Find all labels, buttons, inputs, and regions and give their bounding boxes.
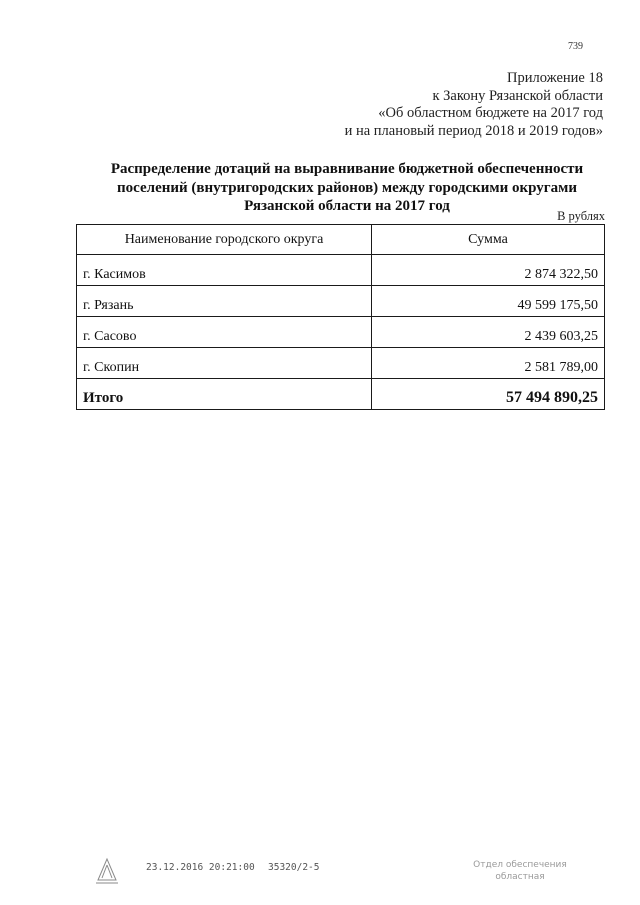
document-code: 35320/2-5 <box>268 862 320 873</box>
district-amount: 49 599 175,50 <box>372 286 605 317</box>
table-row <box>77 255 605 286</box>
table-row <box>77 348 605 379</box>
district-amount: 2 874 322,50 <box>372 255 605 286</box>
title-line: Рязанской области на 2017 год <box>244 198 450 214</box>
total-row <box>77 379 605 410</box>
subsidy-table <box>76 224 605 410</box>
district-name: г. Сасово <box>77 317 372 348</box>
appendix-line: и на плановый период 2018 и 2019 годов» <box>344 122 603 139</box>
office-stamp <box>445 859 595 883</box>
district-name: г. Рязань <box>77 286 372 317</box>
emblem-icon <box>92 856 122 886</box>
column-header-amount: Сумма <box>372 225 605 255</box>
appendix-line: к Закону Рязанской области <box>432 87 603 104</box>
page-number: 739 <box>568 41 583 52</box>
page-footer <box>0 860 640 890</box>
stamp-line: областная <box>495 872 545 882</box>
district-name: г. Касимов <box>77 255 372 286</box>
column-header-district: Наименование городского округа <box>77 225 372 255</box>
title-line: поселений (внутригородских районов) между городскими округами <box>117 179 577 196</box>
appendix-header <box>345 70 603 140</box>
appendix-line: «Об областном бюджете на 2017 год <box>378 105 603 121</box>
title-line: Распределение дотаций на выравнивание бюджетной обеспеченности <box>110 161 584 177</box>
appendix-line: Приложение 18 <box>507 70 603 86</box>
total-label: Итого <box>77 379 372 410</box>
total-amount: 57 494 890,25 <box>372 379 605 410</box>
district-amount: 2 581 789,00 <box>372 348 605 379</box>
currency-unit: В рублях <box>557 209 605 223</box>
table-row <box>77 286 605 317</box>
stamp-line: Отдел обеспечения <box>473 860 567 870</box>
district-name: г. Скопин <box>77 348 372 379</box>
print-timestamp: 23.12.2016 20:21:00 <box>146 862 255 873</box>
document-title <box>92 160 602 216</box>
table-row <box>77 317 605 348</box>
table-header-row <box>77 225 605 255</box>
district-amount: 2 439 603,25 <box>372 317 605 348</box>
